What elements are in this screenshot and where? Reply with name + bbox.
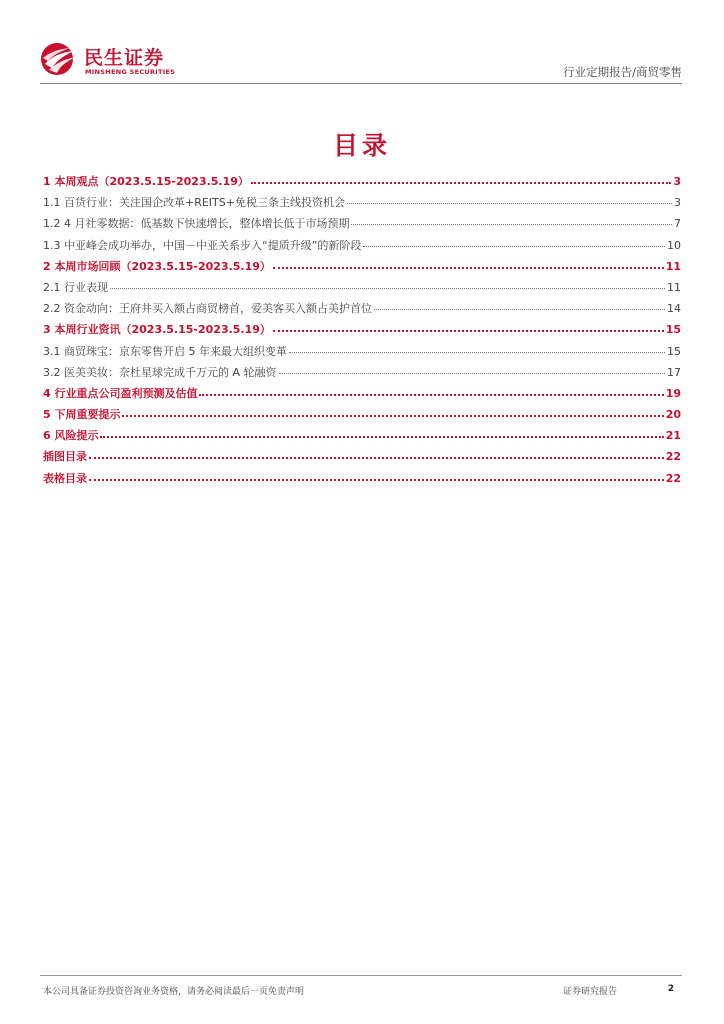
toc-leader-dots (199, 394, 663, 396)
toc-entry-label: 3.1 商贸珠宝：京东零售开启 5 年来最大组织变革 (43, 344, 287, 358)
toc-entry-page: 14 (667, 302, 681, 316)
toc-entry[interactable] (43, 406, 681, 427)
toc-entry-label: 1.2 4 月社零数据：低基数下快速增长，整体增长低于市场预期 (43, 217, 350, 231)
toc-entry-label: 1 本周观点（2023.5.15-2023.5.19） (43, 175, 249, 188)
toc-title: 目录 (332, 131, 391, 160)
table-of-contents (43, 173, 681, 491)
toc-leader-dots (273, 267, 664, 269)
toc-entry-page: 15 (665, 323, 681, 337)
toc-entry[interactable] (43, 364, 681, 385)
toc-entry[interactable] (43, 173, 681, 194)
toc-entry[interactable] (43, 343, 681, 364)
toc-leader-dots (351, 224, 672, 225)
toc-entry-label: 插图目录 (43, 450, 87, 464)
toc-entry-label: 1.1 百货行业：关注国企改革+REITS+免税三条主线投资机会 (43, 196, 345, 210)
company-logo (40, 42, 190, 82)
toc-leader-dots (251, 182, 671, 184)
toc-entry[interactable] (43, 448, 681, 469)
toc-entry-label: 3 本周行业资讯（2023.5.15-2023.5.19） (43, 323, 271, 337)
toc-entry[interactable] (43, 215, 681, 236)
toc-entry-label: 2 本周市场回顾（2023.5.15-2023.5.19） (43, 259, 271, 273)
minsheng-logo-icon (40, 42, 78, 76)
footer-divider (40, 975, 682, 976)
toc-entry[interactable] (43, 300, 681, 321)
toc-entry[interactable] (43, 321, 681, 342)
toc-entry-page: 11 (667, 280, 681, 294)
toc-leader-dots (110, 288, 665, 289)
toc-entry-label: 2.1 行业表现 (43, 280, 108, 294)
footer-doc-type: 证券研究报告 (563, 987, 618, 997)
toc-leader-dots (273, 330, 664, 332)
toc-entry-page: 15 (667, 344, 681, 358)
toc-entry-page: 19 (665, 386, 681, 400)
toc-entry-page: 22 (665, 471, 681, 485)
logo-english-name: MINSHENG SECURITIES (85, 68, 176, 76)
toc-entry-label: 4 行业重点公司盈利预测及估值 (43, 386, 198, 400)
toc-leader-dots (122, 415, 663, 417)
toc-leader-dots (279, 373, 665, 374)
toc-entry[interactable] (43, 279, 681, 300)
report-type-label: 行业定期报告/商贸零售 (563, 65, 682, 79)
toc-leader-dots (289, 352, 665, 353)
header-divider (40, 83, 682, 84)
toc-entry-page: 10 (667, 238, 681, 252)
toc-entry-label: 2.2 资金动向：王府井买入额占商贸榜首，爱美客买入额占美护首位 (43, 302, 372, 316)
toc-entry-label: 3.2 医美美妆：奈杜星球完成千万元的 A 轮融资 (43, 365, 277, 379)
footer-disclaimer: 本公司具备证券投资咨询业务资格，请务必阅读最后一页免责声明 (43, 987, 305, 997)
toc-entry[interactable] (43, 427, 681, 448)
toc-leader-dots (100, 436, 663, 438)
toc-entry[interactable] (43, 470, 681, 491)
toc-entry-page: 21 (665, 429, 681, 443)
toc-entry[interactable] (43, 194, 681, 215)
toc-entry-label: 1.3 中亚峰会成功举办，中国－中亚关系步入“提质升级”的新阶段 (43, 238, 362, 252)
toc-leader-dots (89, 479, 664, 481)
toc-entry-page: 20 (665, 408, 681, 422)
toc-entry-page: 22 (665, 450, 681, 464)
toc-entry[interactable] (43, 258, 681, 279)
toc-entry-page: 3 (673, 175, 681, 188)
toc-entry[interactable] (43, 385, 681, 406)
toc-leader-dots (374, 309, 665, 310)
toc-entry[interactable] (43, 237, 681, 258)
logo-chinese-name: 民生证券 (84, 47, 165, 69)
toc-entry-label: 6 风险提示 (43, 429, 99, 443)
toc-entry-page: 7 (674, 217, 681, 231)
toc-leader-dots (347, 203, 672, 204)
toc-entry-label: 5 下周重要提示 (43, 408, 121, 422)
toc-entry-page: 11 (665, 259, 681, 273)
toc-entry-page: 17 (667, 365, 681, 379)
toc-leader-dots (89, 457, 664, 459)
toc-leader-dots (363, 246, 665, 247)
toc-entry-page: 3 (674, 196, 681, 210)
toc-entry-label: 表格目录 (43, 471, 87, 485)
page-number: 2 (667, 984, 674, 994)
